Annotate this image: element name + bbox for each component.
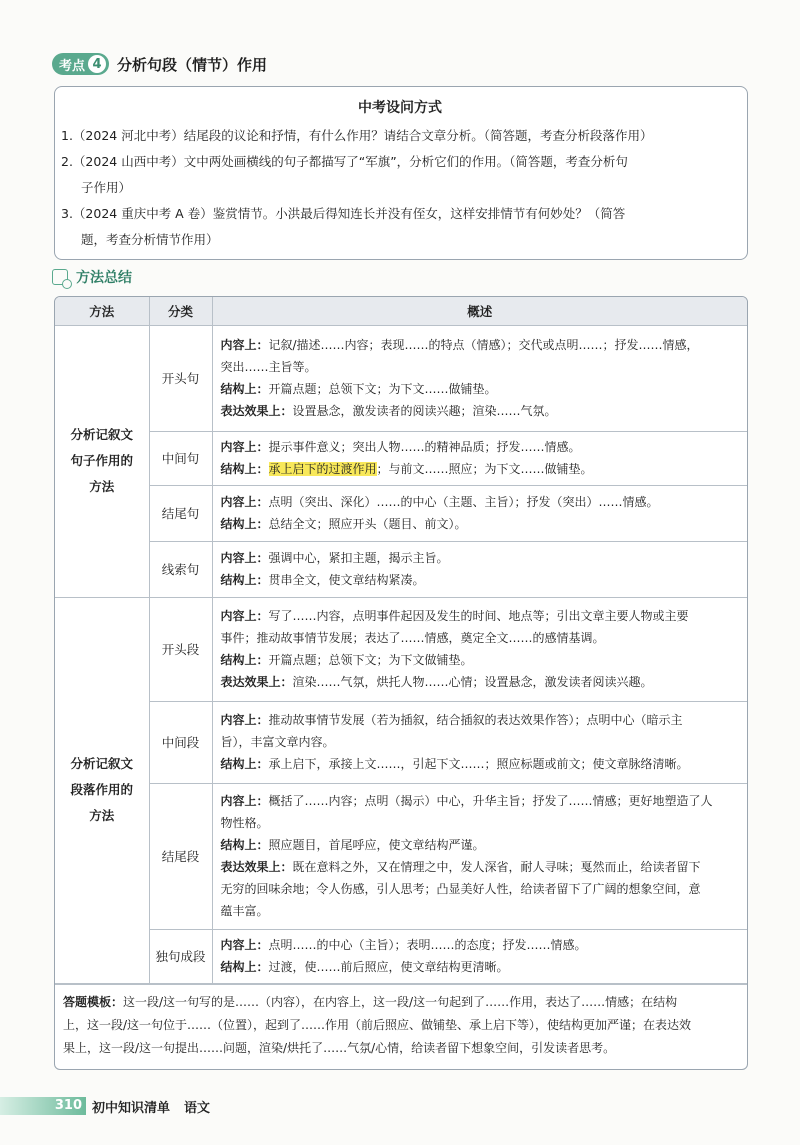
overview-key: 内容上： [220, 440, 269, 454]
table-header-row [55, 297, 747, 325]
overview-line [221, 605, 742, 627]
question-text-cont: 题，考查分析情节作用） [81, 232, 219, 247]
table-row [55, 701, 747, 783]
overview-text: 物性格。 [220, 816, 269, 830]
col-header-category: 分类 [149, 297, 212, 325]
method-summary-title: 方法总结 [76, 270, 132, 286]
overview-text: 过渡，使……前后照应，使文章结构更清晰。 [268, 960, 509, 974]
topic-badge [52, 53, 109, 75]
table-row [55, 325, 747, 431]
overview-key: 结构上： [220, 960, 269, 974]
overview-cell [212, 701, 747, 783]
overview-line [221, 458, 742, 480]
col-header-overview: 概述 [212, 297, 747, 325]
topic-header [52, 52, 267, 76]
category-cell: 独句成段 [149, 929, 212, 983]
overview-cell [212, 485, 747, 541]
answer-template-line: 这一段/这一句写的是……（内容），在内容上，这一段/这一句起到了……作用，表达了……情感；在结构 [123, 994, 678, 1009]
overview-cell [212, 783, 747, 929]
overview-text: 强调中心，紧扣主题，揭示主旨。 [268, 551, 449, 565]
col-header-method: 方法 [55, 297, 149, 325]
page-number: 310 [54, 1098, 82, 1113]
overview-cell [212, 431, 747, 485]
method-name-line: 段落作用的 [70, 782, 133, 797]
overview-line [221, 900, 742, 922]
overview-key: 内容上： [220, 609, 269, 623]
overview-cell [212, 597, 747, 701]
overview-text: 点明……的中心（主旨）；表明……的态度；抒发……情感。 [268, 938, 587, 952]
overview-text: 开篇点题；总领下文；为下文做铺垫。 [268, 653, 473, 667]
category-cell: 结尾段 [149, 783, 212, 929]
overview-text: 设置悬念，激发读者的阅读兴趣；渲染……气氛。 [292, 404, 557, 418]
overview-text: 点明（突出、深化）……的中心（主题、主旨）；抒发（突出）……情感。 [268, 495, 659, 509]
category-cell: 中间段 [149, 701, 212, 783]
overview-line [221, 513, 742, 535]
overview-line [221, 334, 742, 356]
category-cell: 中间句 [149, 431, 212, 485]
overview-line [221, 436, 742, 458]
exam-question-3 [61, 201, 739, 253]
answer-template-label: 答题模板： [63, 994, 124, 1009]
overview-text: 开篇点题；总领下文；为下文……做铺垫。 [268, 382, 497, 396]
category-cell: 结尾句 [149, 485, 212, 541]
overview-line [221, 569, 742, 591]
overview-text: 事件；推动故事情节发展；表达了……情感，奠定全文……的感情基调。 [220, 631, 605, 645]
method-name-line: 分析记叙文 [70, 756, 133, 771]
page-number-bar [0, 1097, 86, 1115]
book-title: 初中知识清单 [92, 1100, 171, 1116]
method-table-container [54, 296, 748, 1070]
overview-text: 贯串全文，使文章结构紧凑。 [268, 573, 425, 587]
overview-line [221, 378, 742, 400]
method-sentence-cell [55, 325, 149, 597]
overview-line [221, 400, 742, 422]
topic-title: 分析句段（情节）作用 [117, 55, 268, 74]
answer-template-line: 上，这一段/这一句位于……（位置），起到了……作用（前后照应、做铺垫、承上启下等），使结构更加严谨；在表达效 [63, 1017, 692, 1032]
overview-text: 无穷的回味余地；令人伤感，引人思考；凸显美好人性，给读者留下了广阔的想象空间，意 [220, 882, 701, 896]
overview-line [221, 671, 742, 693]
overview-text: 承上启下，承接上文……，引起下文……；照应标题或前文；使文章脉络清晰。 [268, 757, 689, 771]
exam-questions-box [54, 86, 748, 260]
method-name-line: 分析记叙文 [70, 427, 133, 442]
overview-key: 结构上： [220, 573, 269, 587]
overview-line [221, 547, 742, 569]
page-footer [0, 1094, 210, 1118]
table-row [55, 929, 747, 983]
method-name-line: 方法 [89, 808, 115, 823]
overview-key: 结构上： [220, 838, 269, 852]
overview-line [221, 934, 742, 956]
table-row [55, 783, 747, 929]
table-row [55, 431, 747, 485]
overview-text: 照应题目，首尾呼应，使文章结构严谨。 [268, 838, 485, 852]
overview-key: 表达效果上： [220, 675, 293, 689]
category-cell: 线索句 [149, 541, 212, 597]
table-row [55, 541, 747, 597]
topic-badge-number: 4 [88, 55, 106, 73]
question-text: 2.（2024 山西中考）文中两处画横线的句子都描写了“军旗”，分析它们的作用。（简答题，考查分析句 [61, 154, 628, 169]
question-text: 1.（2024 河北中考）结尾段的议论和抒情，有什么作用？请结合文章分析。（简答题，考查分析段落作用） [61, 128, 653, 143]
overview-key: 结构上： [220, 462, 269, 476]
overview-cell [212, 929, 747, 983]
exam-question-1 [61, 123, 739, 149]
table-row [55, 485, 747, 541]
question-text: 3.（2024 重庆中考 A 卷）鉴赏情节。小洪最后得知连长并没有侄女，这样安排情节有何妙处？（简答 [61, 206, 626, 221]
method-paragraph-cell [55, 597, 149, 983]
subject-name: 语文 [184, 1100, 211, 1116]
answer-template-line: 果上，这一段/这一句提出……问题，渲染/烘托了……气氛/心情，给读者留下想象空间，引发读者思考。 [63, 1040, 616, 1055]
overview-line [221, 491, 742, 513]
overview-text: 旨），丰富文章内容。 [220, 735, 335, 749]
table-row [55, 597, 747, 701]
overview-text: 概括了……内容；点明（揭示）中心，升华主旨；抒发了……情感；更好地塑造了人 [268, 794, 713, 808]
overview-line [221, 834, 742, 856]
answer-template [55, 984, 747, 1066]
notebook-search-icon [52, 269, 68, 285]
overview-text: ；与前文……照应；为下文……做铺垫。 [376, 462, 593, 476]
method-summary-heading [52, 266, 132, 288]
exam-questions-title: 中考设问方式 [358, 100, 442, 116]
overview-line [221, 731, 742, 753]
overview-text: 渲染……气氛，烘托人物……心情；设置悬念，激发读者阅读兴趣。 [292, 675, 653, 689]
overview-line [221, 356, 742, 378]
overview-line [221, 956, 742, 978]
highlighted-text: 承上启下的过渡作用 [268, 462, 377, 476]
overview-text: 写了……内容，点明事件起因及发生的时间、地点等；引出文章主要人物或主要 [268, 609, 689, 623]
overview-line [221, 790, 742, 812]
overview-line [221, 709, 742, 731]
overview-key: 内容上： [220, 938, 269, 952]
overview-line [221, 649, 742, 671]
category-cell: 开头段 [149, 597, 212, 701]
overview-key: 内容上： [220, 551, 269, 565]
method-table [55, 297, 747, 984]
overview-key: 结构上： [220, 517, 269, 531]
overview-line [221, 878, 742, 900]
overview-text: 推动故事情节发展（若为插叙，结合插叙的表达效果作答）；点明中心（暗示主 [268, 713, 683, 727]
overview-cell [212, 541, 747, 597]
overview-key: 结构上： [220, 382, 269, 396]
overview-key: 表达效果上： [220, 860, 293, 874]
overview-line [221, 627, 742, 649]
exam-question-2 [61, 149, 739, 201]
overview-line [221, 812, 742, 834]
overview-key: 内容上： [220, 338, 269, 352]
overview-key: 内容上： [220, 495, 269, 509]
overview-line [221, 856, 742, 878]
overview-text: 提示事件意义；突出人物……的精神品质；抒发……情感。 [268, 440, 581, 454]
question-text-cont: 子作用） [81, 180, 132, 195]
method-name-line: 方法 [89, 479, 115, 494]
topic-badge-label: 考点 [59, 58, 86, 74]
overview-text: 蕴丰富。 [220, 904, 269, 918]
overview-key: 结构上： [220, 653, 269, 667]
overview-key: 表达效果上： [220, 404, 293, 418]
overview-text: 突出……主旨等。 [220, 360, 317, 374]
overview-key: 内容上： [220, 713, 269, 727]
overview-key: 结构上： [220, 757, 269, 771]
overview-key: 内容上： [220, 794, 269, 808]
overview-cell [212, 325, 747, 431]
overview-text: 记叙/描述……内容；表现……的特点（情感）；交代或点明……；抒发……情感， [268, 338, 699, 352]
category-cell: 开头句 [149, 325, 212, 431]
overview-line [221, 753, 742, 775]
overview-text: 总结全文；照应开头（题目、前文）。 [268, 517, 467, 531]
overview-text: 既在意料之外，又在情理之中，发人深省，耐人寻味；戛然而止，给读者留下 [292, 860, 701, 874]
method-name-line: 句子作用的 [70, 453, 133, 468]
